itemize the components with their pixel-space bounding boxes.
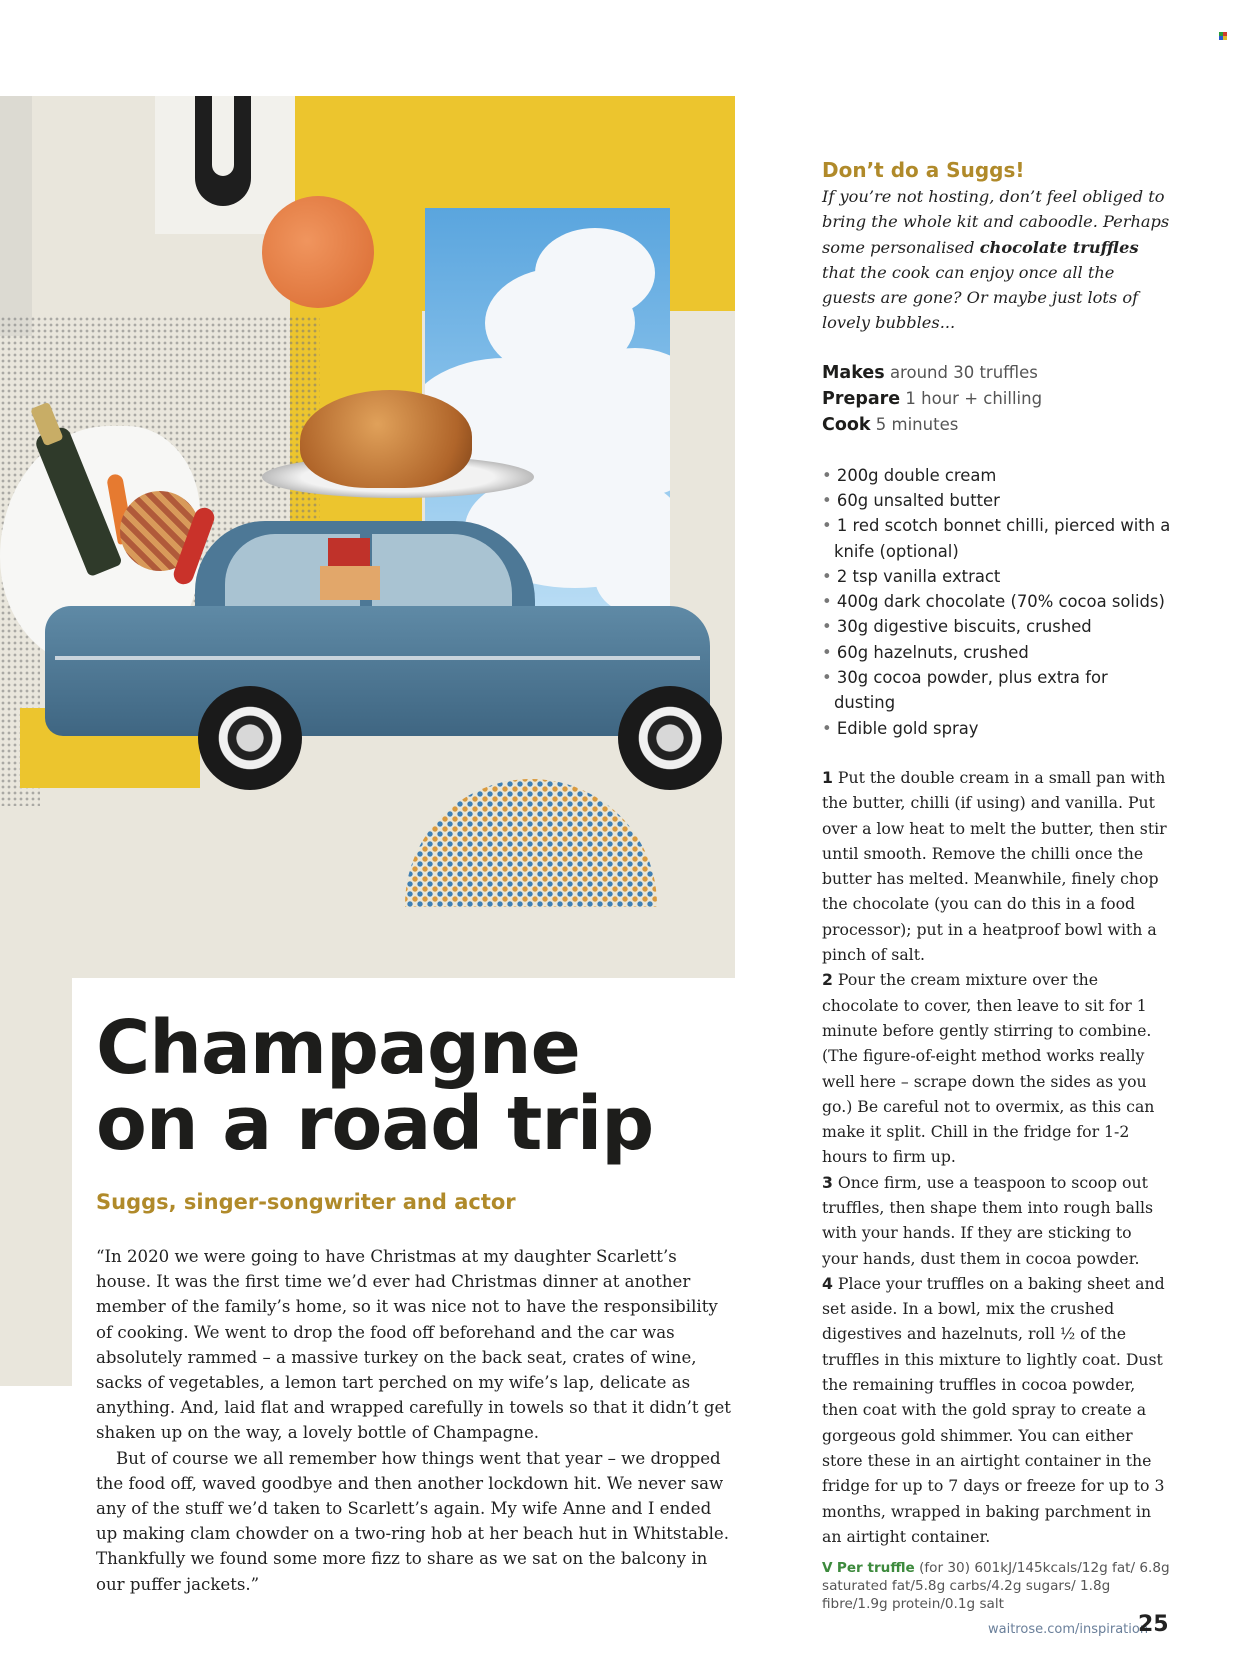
ingredient-item: • 30g digestive biscuits, crushed xyxy=(822,614,1172,639)
story-paragraph: “In 2020 we were going to have Christmas at my daughter Scarlett’s house. It was the first time we’d ever had Christmas dinner at another member of the family’s home, so it was nice not to have the responsibility of cooking. We went to drop the food off beforehand and the car was absolutely rammed – a massive turkey on the back seat, crates of wine, sacks of vegetables, a lemon tart perched on my wife’s lap, delicate as anything. And, laid flat and wrapped carefully in towels so that it didn’t get shaken up on the way, a lovely bottle of Champagne. xyxy=(96,1247,731,1443)
nutrition-label: Per truffle xyxy=(836,1560,915,1577)
ingredient-item: • 400g dark chocolate (70% cocoa solids) xyxy=(822,589,1172,614)
meta-value: 5 minutes xyxy=(875,415,959,435)
step-number: 1 xyxy=(822,767,833,787)
car-body xyxy=(45,606,710,736)
tip-text: that the cook can enjoy once all the guests are gone? Or maybe just lots of lovely bubbles... xyxy=(822,262,1139,333)
story-paragraph: But of course we all remember how things went that year – we dropped the food off, waved goodbye and then another lockdown hit. We never saw any of the stuff we’d taken to Scarlett’s again. My wife Anne and I ended up making clam chowder on a two-ring hob at her beach hut in Whitstable. Thankfully we found some more fizz to share as we sat on the balcony in our puffer jackets.” xyxy=(96,1448,730,1594)
step-text: Put the double cream in a small pan with the butter, chilli (if using) and vanilla. Put over a low heat to melt the butter, then stir until smooth. Remove the chilli once the butter has melted. Meanwhile, finely chop the chocolate (you can do this in a food processor); put in a heatproof bowl with a pinch of salt. xyxy=(822,767,1167,965)
ingredient-list xyxy=(822,463,1172,741)
method-step xyxy=(822,1170,1172,1271)
nutrition-values: (for 30) 601kJ/145kcals/12g fat/ 6.8g saturated fat/5.8g carbs/4.2g sugars/ 1.8g fibre/1.9g protein/0.1g salt xyxy=(822,1560,1170,1613)
article-story xyxy=(96,1244,736,1597)
meta-value: around 30 truffles xyxy=(889,362,1038,382)
ingredient-item: • 60g hazelnuts, crushed xyxy=(822,640,1172,665)
ingredient-item: • 30g cocoa powder, plus extra for dusting xyxy=(822,665,1172,716)
step-number: 4 xyxy=(822,1273,833,1293)
recipe-meta xyxy=(822,360,1172,439)
method-step xyxy=(822,967,1172,1169)
method-step xyxy=(822,1271,1172,1549)
roast-turkey xyxy=(300,390,472,488)
meta-value: 1 hour + chilling xyxy=(905,389,1043,409)
car-wheel xyxy=(618,686,722,790)
footer-url[interactable]: waitrose.com/inspiration xyxy=(988,1622,1149,1637)
ingredient-item: • 2 tsp vanilla extract xyxy=(822,564,1172,589)
tip-highlight: chocolate truffles xyxy=(979,237,1139,257)
headline-line: on a road trip xyxy=(96,1081,654,1167)
car-trim xyxy=(55,656,700,660)
meta-label: Cook xyxy=(822,415,871,436)
ingredient-item: • 1 red scotch bonnet chilli, pierced with a knife (optional) xyxy=(822,513,1172,564)
meta-label: Prepare xyxy=(822,389,901,410)
tip-heading: Don’t do a Suggs! xyxy=(822,158,1025,182)
page-number: 25 xyxy=(1138,1612,1169,1637)
vegetarian-mark: V xyxy=(822,1560,833,1577)
gift xyxy=(320,566,380,600)
method-steps xyxy=(822,765,1172,1549)
method-step xyxy=(822,765,1172,967)
letter-card xyxy=(155,96,295,234)
step-text: Place your truffles on a baking sheet and set aside. In a bowl, mix the crushed digestives and hazelnuts, roll ½ of the truffles in this mixture to lightly coat. Dust the remaining truffles in cocoa powder, then coat with the gold spray to create a gorgeous gold shimmer. You can either store these in an airtight container in the fridge for up to 7 days or freeze for up to 3 months, wrapped in baking parchment in an airtight container. xyxy=(822,1273,1165,1546)
article-headline xyxy=(96,1005,716,1167)
step-number: 2 xyxy=(822,970,833,990)
step-number: 3 xyxy=(822,1172,833,1192)
ingredient-item: • Edible gold spray xyxy=(822,716,1172,741)
step-text: Pour the cream mixture over the chocolate to cover, then leave to sit for 1 minute before gently stirring to combine. (The figure-of-eight method works really well here – scrape down the sides as you go.) Be careful not to overmix, as this can make it split. Chill in the fridge for 1-2 hours to firm up. xyxy=(822,970,1155,1167)
ingredient-item: • 200g double cream xyxy=(822,463,1172,488)
halftone-semicircle xyxy=(405,779,657,907)
car-wheel xyxy=(198,686,302,790)
meta-label: Makes xyxy=(822,362,885,383)
ingredient-item: • 60g unsalted butter xyxy=(822,488,1172,513)
nutrition-info xyxy=(822,1559,1172,1613)
tip-text: If you’re not hosting, don’t feel obliged to bring the whole kit and caboodle. Perhaps some personalised xyxy=(822,187,1170,257)
tip-body xyxy=(822,184,1172,336)
article-byline: Suggs, singer-songwriter and actor xyxy=(96,1190,516,1214)
orange-sphere xyxy=(262,196,374,308)
headline-line: Champagne xyxy=(96,1005,580,1091)
print-registration-mark xyxy=(1219,32,1227,40)
step-text: Once firm, use a teaspoon to scoop out truffles, then shape them into rough balls with your hands. If they are sticking to your hands, dust them in cocoa powder. xyxy=(822,1172,1154,1268)
recipe-column xyxy=(822,156,1172,1613)
